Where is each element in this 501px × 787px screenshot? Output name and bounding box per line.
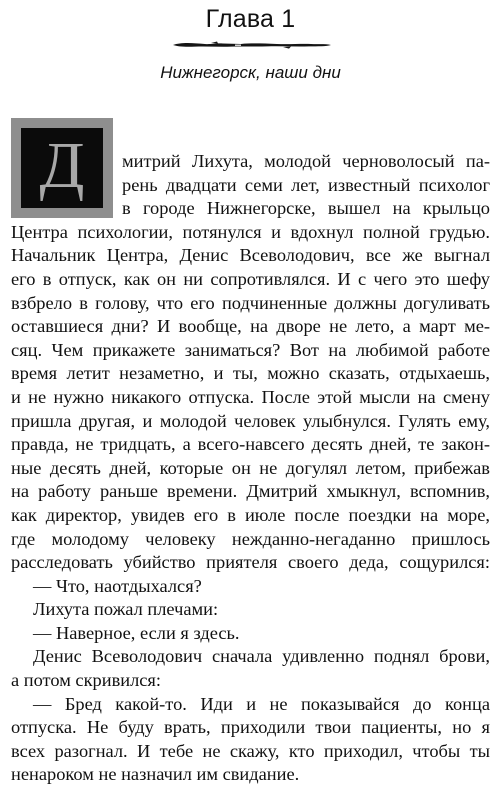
text-line: пришла другая, и молодой человек улыбнулся. Гулять ему,: [11, 410, 490, 431]
chapter-title: Глава 1: [205, 5, 296, 33]
dialogue-line: — Бред какой-то. Иди и не показывайся до конца: [33, 693, 490, 714]
dialogue-line: — Что, наотдыхался?: [33, 575, 202, 596]
text-line: время летит незаметно, и ты, можно сказать, отдыхаешь,: [11, 363, 490, 384]
text-line: взбрело в голову, что его подчиненные должны догуливать: [11, 292, 490, 313]
text-line: Начальник Центра, Денис Всеволодович, все же выгнал: [11, 245, 490, 266]
text-line: его в отпуск, как он ни сопротивлялся. И с чего это шефу: [11, 268, 490, 289]
text-line: расследовать убийство приятеля своего деда, сощурился:: [11, 552, 490, 573]
text-line: Лихута пожал плечами:: [33, 599, 219, 620]
drop-cap-letter: Д: [39, 129, 85, 202]
text-line: правда, не тридцать, а всего-навсего десять дней, те закон-: [11, 434, 490, 455]
text-line: ные десять дней, которые он не догулял летом, прибежав: [11, 457, 490, 478]
dialogue-line: — Наверное, если я здесь.: [33, 622, 240, 643]
text-line: и не нужно никакого отпуска. После этой мысли на смену: [11, 386, 490, 407]
text-line: всех разогнал. И тебе не скажу, кто приходил, чтобы ты: [11, 740, 490, 761]
text-line: митрий Лихута, молодой черноволосый па-: [122, 151, 490, 171]
text-line: на работу раньше времени. Дмитрий хмыкнул, вспомнив,: [11, 481, 490, 502]
text-line: Центра психологии, потянулся и вдохнул полной грудью.: [11, 221, 490, 242]
brush-stroke-ornament: [171, 40, 333, 50]
text-line: в городе Нижнегорске, вышел на крыльцо: [122, 198, 490, 219]
text-line: сяц. Чем прикажете заниматься? Вот на любимой работе: [11, 339, 490, 360]
text-line: Денис Всеволодович сначала удивленно поднял брови,: [33, 646, 490, 667]
text-line: отпуска. Не буду врать, приходили твои пациенты, но я: [11, 717, 490, 738]
text-line: как директор, увидев его в июле после поездки на море,: [11, 504, 490, 525]
chapter-subtitle: Нижнегорск, наши дни: [160, 63, 341, 82]
chapter-body-text: [11, 150, 490, 787]
text-line: где молодому человеку нежданно-негаданно пришлось: [11, 528, 490, 549]
text-line: оставшиеся дни? И вообще, на дворе не лето, а март ме-: [11, 316, 490, 337]
text-line: рень двадцати семи лет, известный психолог: [122, 174, 490, 195]
text-line: а потом скривился:: [11, 670, 161, 691]
text-line: ненароком не назначил им свидание.: [11, 764, 300, 785]
